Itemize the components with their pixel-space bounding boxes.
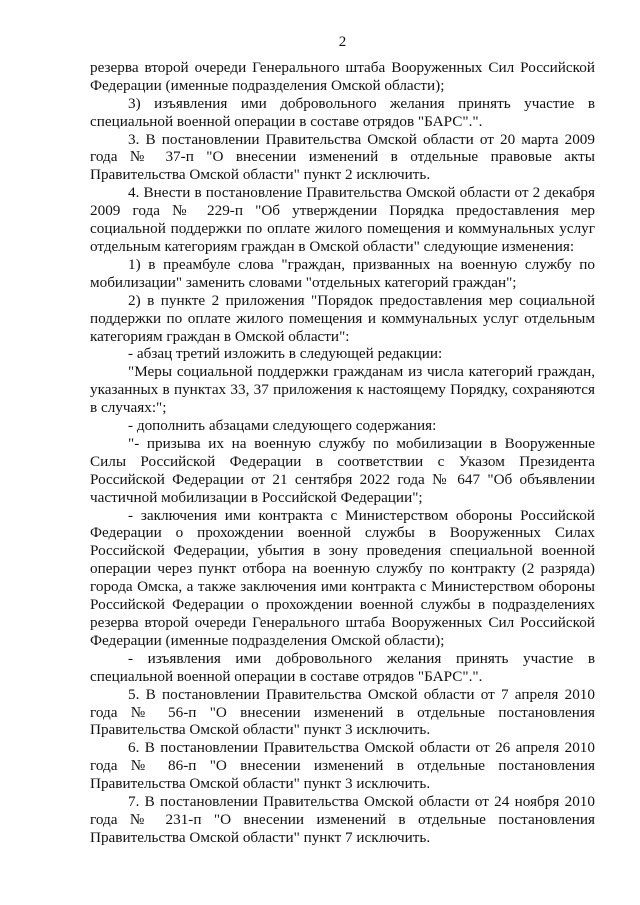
paragraph: "- призыва их на военную службу по мобилизации в Вооруженные Силы Российской Федерации в соответствии с Указом Президента Российской Федерации от 21 сентября 2022 года № 647 "Об объявлении частичной мобилизации в Российской Федерации";	[90, 434, 595, 506]
paragraph: 1) в преамбуле слова "граждан, призванных на военную службу по мобилизации" заменить словами "отдельных категорий граждан";	[90, 255, 595, 291]
paragraph: 6. В постановлении Правительства Омской области от 26 апреля 2010 года № 86-п "О внесении изменений в отдельные постановления Правительства Омской области" пункт 3 исключить.	[90, 739, 595, 793]
paragraph: 3. В постановлении Правительства Омской области от 20 марта 2009 года № 37-п "О внесении изменений в отдельные правовые акты Правительства Омской области" пункт 2 исключить.	[90, 130, 595, 184]
page-number: 2	[338, 34, 347, 50]
paragraph: - заключения ими контракта с Министерством обороны Российской Федерации о прохождении военной службы в Вооруженных Силах Российской Федерации, убытия в зону проведения специальной военной операции через пункт отбора на военную службу по контракту (2 разряда) города Омска, а также заключения ими контракта с Министерством обороны Российской Федерации о прохождении военной службы в подразделениях резерва второй очереди Генерального штаба Вооруженных Сил Российской Федерации (именные подразделения Омской области);	[90, 506, 595, 649]
paragraph: - изъявления ими добровольного желания принять участие в специальной военной операции в составе отрядов "БАРС".".	[90, 649, 595, 685]
paragraph: "Меры социальной поддержки гражданам из числа категорий граждан, указанных в пунктах 33, 37 приложения к настоящему Порядку, сохраняются в случаях:";	[90, 363, 595, 417]
paragraph: резерва второй очереди Генерального штаба Вооруженных Сил Российской Федерации (именные подразделения Омской области);	[90, 58, 595, 94]
paragraph: - дополнить абзацами следующего содержания:	[128, 417, 437, 435]
document-body	[90, 59, 595, 847]
paragraph: - абзац третий изложить в следующей редакции:	[128, 345, 443, 363]
paragraph: 4. Внести в постановление Правительства Омской области от 2 декабря 2009 года № 229-п "Об утверждении Порядка предоставления мер социальной поддержки по оплате жилого помещения и коммунальных услуг отдельным категориям граждан в Омской области" следующие изменения:	[90, 184, 595, 255]
paragraph: 5. В постановлении Правительства Омской области от 7 апреля 2010 года № 56-п "О внесении изменений в отдельные постановления Правительства Омской области" пункт 3 исключить.	[90, 685, 595, 739]
paragraph: 2) в пункте 2 приложения "Порядок предоставления мер социальной поддержки по оплате жилого помещения и коммунальных услуг отдельным категориям граждан в Омской области":	[90, 291, 595, 345]
paragraph: 3) изъявления ими добровольного желания принять участие в специальной военной операции в составе отрядов "БАРС".".	[90, 94, 595, 130]
paragraph: 7. В постановлении Правительства Омской области от 24 ноября 2010 года № 231-п "О внесении изменений в отдельные постановления Правительства Омской области" пункт 7 исключить.	[90, 793, 595, 846]
